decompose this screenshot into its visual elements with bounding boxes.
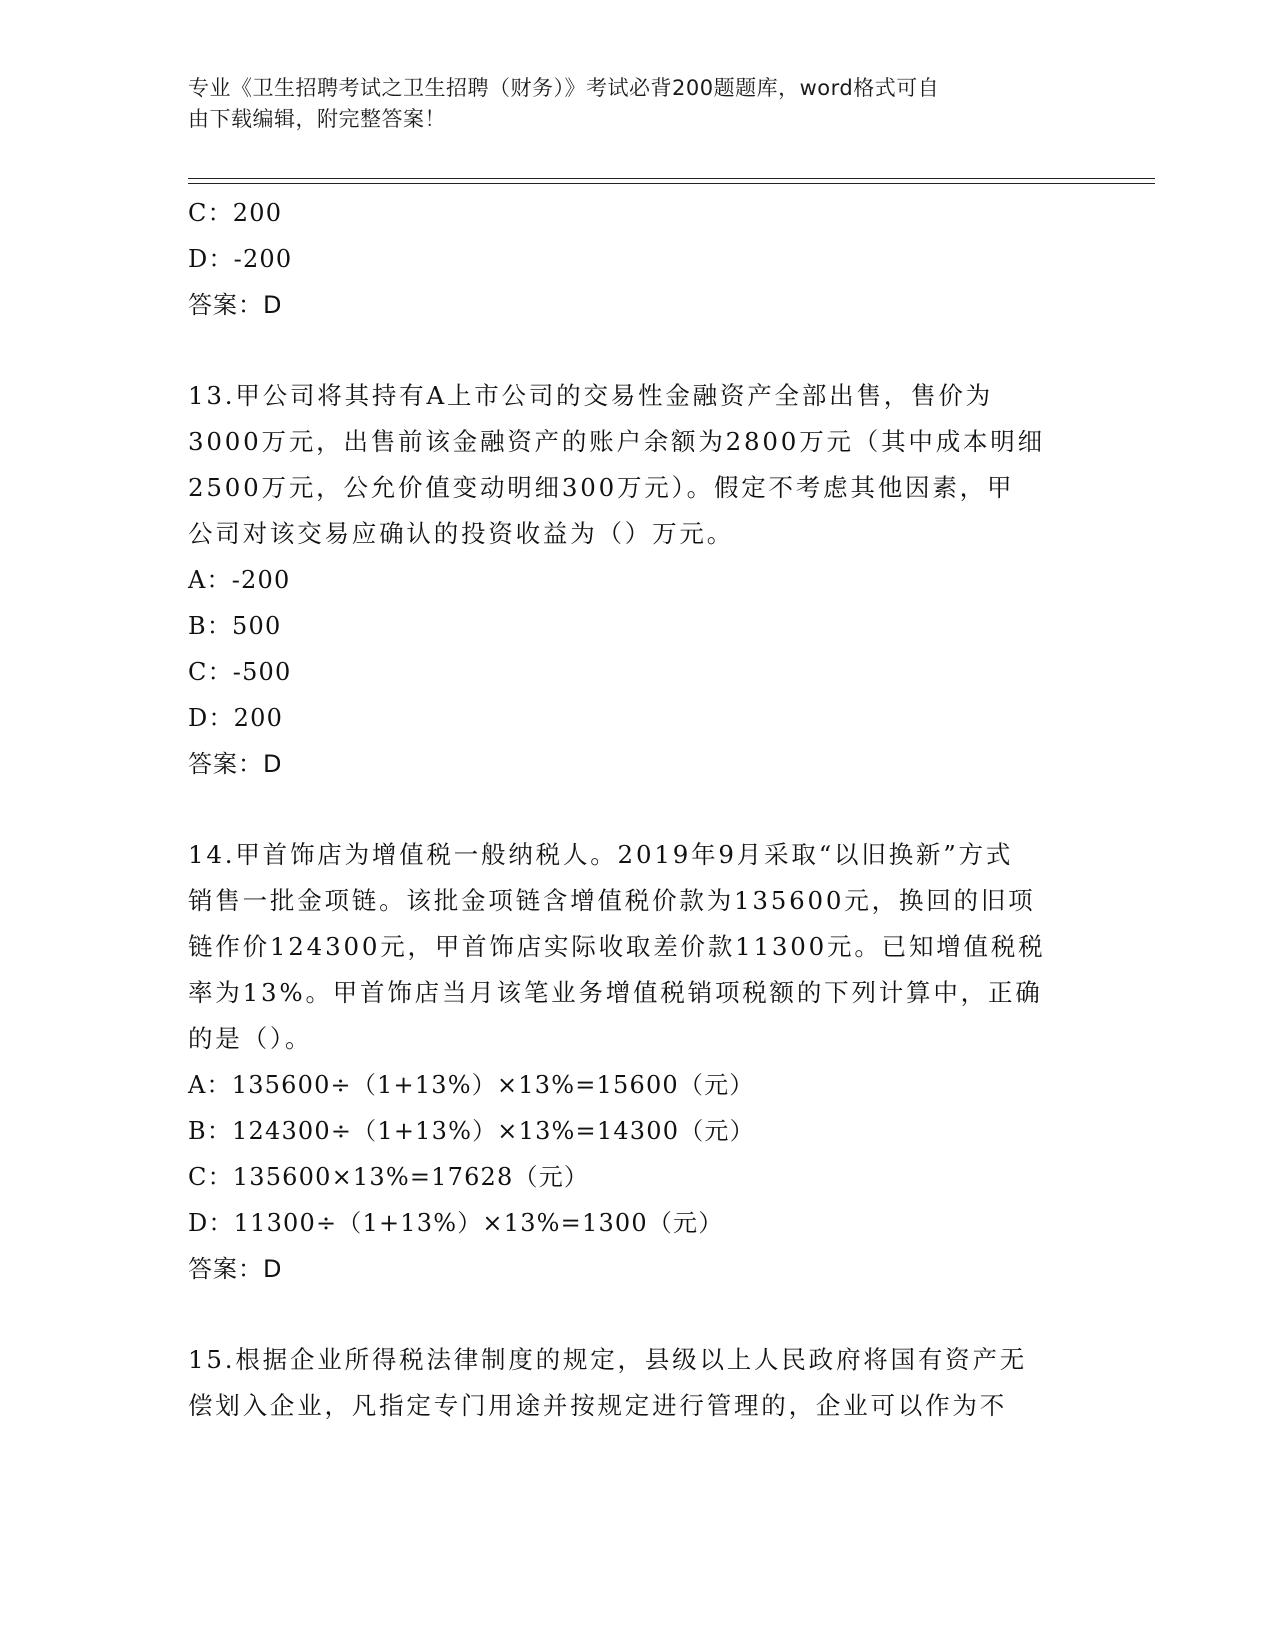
question-text-line: 3000万元，出售前该金融资产的账户余额为2800万元（其中成本明细 xyxy=(188,427,1045,456)
question-text-line: 13.甲公司将其持有A上市公司的交易性金融资产全部出售，售价为 xyxy=(188,381,993,410)
page-header xyxy=(188,73,1088,135)
question-text-line: 14.甲首饰店为增值税一般纳税人。2019年9月采取“以旧换新”方式 xyxy=(188,840,1014,869)
option-c: C：-500 xyxy=(188,658,292,686)
question-12-tail xyxy=(188,190,1093,328)
spacer xyxy=(188,787,1093,832)
question-text-line: 销售一批金项链。该批金项链含增值税价款为135600元，换回的旧项 xyxy=(188,886,1036,915)
spacer xyxy=(188,328,1093,373)
header-divider-thin xyxy=(188,183,1155,184)
question-text-line: 15.根据企业所得税法律制度的规定，县级以上人民政府将国有资产无 xyxy=(188,1345,1028,1374)
header-line-1: 专业《卫生招聘考试之卫生招聘（财务）》考试必背200题题库，word格式可自 xyxy=(188,76,940,100)
question-text-line: 偿划入企业，凡指定专门用途并按规定进行管理的，企业可以作为不 xyxy=(188,1391,1007,1420)
question-15 xyxy=(188,1337,1093,1429)
question-text-line: 率为13%。甲首饰店当月该笔业务增值税销项税额的下列计算中，正确 xyxy=(188,978,1043,1007)
question-14 xyxy=(188,832,1093,1292)
option-a: A：-200 xyxy=(188,566,291,594)
option-c: C：135600×13%=17628（元） xyxy=(188,1163,590,1191)
page-content xyxy=(188,190,1093,1429)
question-text-line: 的是（）。 xyxy=(188,1024,313,1053)
option-d: D：200 xyxy=(188,704,284,732)
option-c: C：200 xyxy=(188,199,283,227)
option-d: D：11300÷（1+13%）×13%=1300（元） xyxy=(188,1209,724,1237)
answer-line: 答案：D xyxy=(188,291,283,319)
question-text-line: 公司对该交易应确认的投资收益为（）万元。 xyxy=(188,519,734,548)
option-b: B：500 xyxy=(188,612,282,640)
question-text-line: 链作价124300元，甲首饰店实际收取差价款11300元。已知增值税税 xyxy=(188,932,1046,961)
answer-line: 答案：D xyxy=(188,750,283,778)
option-d: D：-200 xyxy=(188,245,293,273)
option-b: B：124300÷（1+13%）×13%=14300（元） xyxy=(188,1117,755,1145)
spacer xyxy=(188,1292,1093,1337)
header-divider xyxy=(188,178,1155,179)
answer-line: 答案：D xyxy=(188,1255,283,1283)
header-line-2: 由下载编辑，附完整答案！ xyxy=(188,107,446,131)
question-13 xyxy=(188,373,1093,787)
question-text-line: 2500万元，公允价值变动明细300万元）。假定不考虑其他因素，甲 xyxy=(188,473,1015,502)
option-a: A：135600÷（1+13%）×13%=15600（元） xyxy=(188,1071,755,1099)
